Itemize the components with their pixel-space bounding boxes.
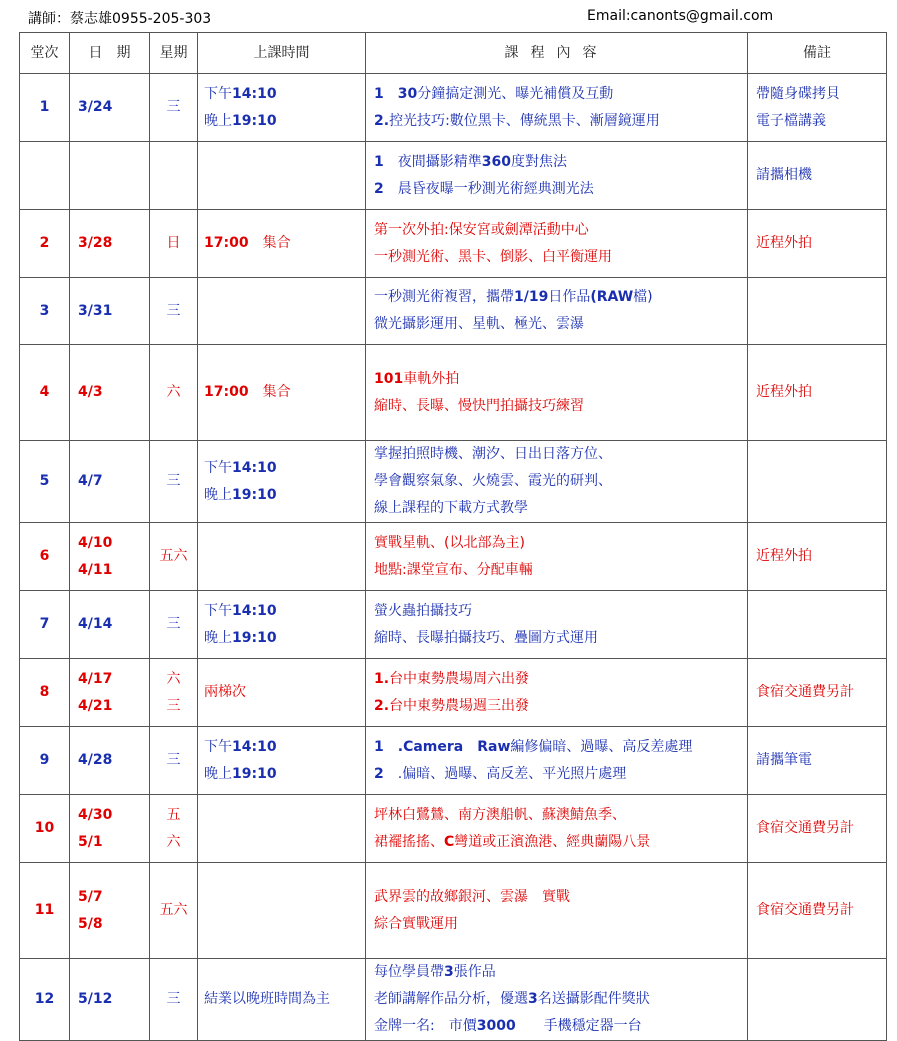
date-cell	[70, 959, 150, 1041]
session-cell	[20, 591, 70, 659]
date-line: 5/7	[78, 888, 103, 905]
note-line: 食宿交通費另計	[756, 820, 854, 836]
note-line: 請攜筆電	[756, 752, 812, 768]
date-line: 3/31	[78, 302, 113, 319]
time-line: 晚上19:10	[204, 112, 277, 129]
table-row	[20, 345, 887, 441]
session-line: 8	[39, 684, 50, 700]
weekday-line: 三	[166, 991, 181, 1007]
weekday-line: 三	[166, 616, 181, 632]
session-line: 4	[39, 384, 50, 400]
table-row	[20, 278, 887, 345]
session-cell	[20, 142, 70, 210]
content-line: 縮時、長曝拍攝技巧、疊圖方式運用	[374, 629, 598, 646]
note-cell	[748, 345, 887, 441]
content-line: 學會觀察氣象、火燒雲、霞光的研判、	[374, 473, 612, 489]
content-line: 第一次外拍:保安宮或劍潭活動中心	[374, 221, 589, 238]
table-row	[20, 142, 887, 210]
session-line: 9	[39, 752, 50, 768]
note-line: 帶隨身碟拷貝	[756, 85, 840, 102]
content-line: 2 .偏暗、過曝、高反差、平光照片處理	[374, 765, 627, 782]
content-line: 1 .Camera Raw編修偏暗、過曝、高反差處理	[374, 738, 693, 755]
time-line: 17:00 集合	[204, 235, 291, 251]
note-cell	[748, 142, 887, 210]
date-cell	[70, 727, 150, 795]
date-cell	[70, 441, 150, 523]
content-line: 實戰星軌、(以北部為主)	[374, 534, 525, 551]
weekday-cell	[150, 795, 198, 863]
date-line: 4/7	[78, 473, 103, 489]
content-cell	[366, 142, 748, 210]
content-cell	[366, 345, 748, 441]
weekday-cell	[150, 142, 198, 210]
weekday-cell	[150, 278, 198, 345]
session-cell	[20, 523, 70, 591]
table-row	[20, 74, 887, 142]
session-cell	[20, 210, 70, 278]
note-cell	[748, 278, 887, 345]
time-line: 下午14:10	[204, 459, 277, 476]
note-line: 食宿交通費另計	[756, 902, 854, 918]
content-line: 掌握拍照時機、潮汐、日出日落方位、	[374, 446, 612, 462]
session-line: 2	[39, 235, 50, 251]
weekday-line: 三	[166, 99, 181, 115]
table-row	[20, 863, 887, 959]
date-cell	[70, 863, 150, 959]
content-cell	[366, 74, 748, 142]
time-cell	[198, 591, 366, 659]
note-cell	[748, 210, 887, 278]
session-line: 12	[34, 991, 55, 1007]
content-cell	[366, 278, 748, 345]
session-line: 7	[39, 616, 50, 632]
session-line: 5	[39, 473, 50, 489]
table-row	[20, 959, 887, 1041]
weekday-line: 日	[166, 235, 181, 251]
contact-email: Email:canonts@gmail.com	[587, 8, 774, 24]
weekday-line: 五	[166, 806, 181, 823]
content-line: 金牌一名: 市價3000 手機穩定器一台	[374, 1018, 642, 1034]
time-cell	[198, 74, 366, 142]
time-line: 晚上19:10	[204, 486, 277, 503]
content-cell	[366, 591, 748, 659]
weekday-line: 五六	[159, 902, 188, 918]
time-cell	[198, 959, 366, 1041]
weekday-line: 三	[166, 697, 181, 714]
note-cell	[748, 441, 887, 523]
time-cell	[198, 523, 366, 591]
weekday-line: 六	[166, 670, 181, 687]
note-line: 食宿交通費另計	[756, 684, 854, 700]
content-line: 老師講解作品分析，優選3名送攝影配件獎狀	[374, 991, 650, 1007]
weekday-cell	[150, 74, 198, 142]
table-row	[20, 727, 887, 795]
note-cell	[748, 727, 887, 795]
weekday-line: 三	[166, 752, 181, 768]
content-cell	[366, 441, 748, 523]
content-line: 螢火蟲拍攝技巧	[374, 602, 472, 619]
weekday-line: 三	[166, 302, 181, 319]
time-cell	[198, 795, 366, 863]
session-cell	[20, 345, 70, 441]
note-cell	[748, 591, 887, 659]
date-line: 4/10	[78, 534, 113, 551]
col-header-time: 上課時間	[198, 33, 366, 74]
session-cell	[20, 74, 70, 142]
date-line: 5/12	[78, 991, 113, 1007]
session-cell	[20, 795, 70, 863]
table-row	[20, 591, 887, 659]
session-line: 10	[34, 820, 55, 836]
date-line: 4/14	[78, 616, 113, 632]
content-cell	[366, 959, 748, 1041]
note-cell	[748, 795, 887, 863]
date-cell	[70, 210, 150, 278]
date-cell	[70, 795, 150, 863]
weekday-cell	[150, 523, 198, 591]
date-cell	[70, 523, 150, 591]
time-cell	[198, 278, 366, 345]
date-cell	[70, 74, 150, 142]
date-line: 4/3	[78, 384, 103, 400]
note-line: 電子檔講義	[756, 112, 826, 129]
time-line: 結業以晚班時間為主	[204, 991, 330, 1007]
note-cell	[748, 959, 887, 1041]
weekday-cell	[150, 959, 198, 1041]
date-cell	[70, 591, 150, 659]
session-line: 6	[39, 548, 50, 564]
col-header-weekday: 星期	[150, 33, 198, 74]
weekday-cell	[150, 659, 198, 727]
date-line: 4/21	[78, 697, 113, 714]
weekday-line: 五六	[159, 548, 188, 564]
time-cell	[198, 863, 366, 959]
date-line: 5/8	[78, 915, 103, 932]
date-cell	[70, 659, 150, 727]
col-header-content: 課程內容	[366, 33, 748, 74]
content-line: 1 30分鐘搞定測光、曝光補償及互動	[374, 85, 614, 102]
session-cell	[20, 863, 70, 959]
content-line: 每位學員帶3張作品	[374, 964, 496, 980]
date-cell	[70, 278, 150, 345]
content-line: 坪林白鷺鷥、南方澳船帆、蘇澳鯖魚季、	[374, 806, 626, 823]
col-header-note: 備註	[748, 33, 887, 74]
content-cell	[366, 795, 748, 863]
note-line: 近程外拍	[756, 235, 812, 251]
course-schedule-table	[19, 32, 887, 1041]
time-cell	[198, 727, 366, 795]
table-header-row	[20, 33, 887, 74]
content-cell	[366, 659, 748, 727]
weekday-line: 三	[166, 473, 181, 489]
note-line: 近程外拍	[756, 384, 812, 400]
weekday-cell	[150, 345, 198, 441]
time-cell	[198, 142, 366, 210]
col-header-date: 日 期	[70, 33, 150, 74]
content-line: 1.台中東勢農場周六出發	[374, 670, 530, 687]
note-cell	[748, 523, 887, 591]
weekday-cell	[150, 591, 198, 659]
table-row	[20, 659, 887, 727]
session-cell	[20, 727, 70, 795]
time-cell	[198, 345, 366, 441]
content-line: 縮時、長曝、慢快門拍攝技巧練習	[374, 397, 584, 414]
col-header-session: 堂次	[20, 33, 70, 74]
note-cell	[748, 74, 887, 142]
weekday-cell	[150, 863, 198, 959]
content-line: 一秒測光術複習，攜帶1/19日作品(RAW檔)	[374, 289, 653, 305]
session-cell	[20, 278, 70, 345]
session-cell	[20, 441, 70, 523]
content-line: 綜合實戰運用	[374, 915, 458, 932]
time-line: 晚上19:10	[204, 629, 277, 646]
date-line: 4/11	[78, 561, 113, 578]
date-line: 3/24	[78, 99, 113, 115]
time-line: 下午14:10	[204, 602, 277, 619]
time-line: 17:00 集合	[204, 384, 291, 400]
date-line: 5/1	[78, 833, 103, 850]
table-row	[20, 523, 887, 591]
content-line: 地點:課堂宣布、分配車輛	[374, 561, 533, 578]
table-row	[20, 441, 887, 523]
content-cell	[366, 727, 748, 795]
date-cell	[70, 345, 150, 441]
weekday-cell	[150, 441, 198, 523]
session-line: 11	[34, 902, 55, 918]
time-line: 晚上19:10	[204, 765, 277, 782]
content-line: 線上課程的下載方式教學	[374, 500, 528, 516]
note-cell	[748, 863, 887, 959]
session-line: 3	[39, 302, 50, 319]
content-cell	[366, 210, 748, 278]
date-line: 4/30	[78, 806, 113, 823]
weekday-line: 六	[166, 833, 181, 850]
content-cell	[366, 863, 748, 959]
time-line: 下午14:10	[204, 738, 277, 755]
note-line: 請攜相機	[756, 167, 812, 183]
date-line: 4/28	[78, 752, 113, 768]
date-line: 4/17	[78, 670, 113, 687]
content-line: 武界雲的故鄉銀河、雲瀑 實戰	[374, 888, 570, 905]
content-line: 一秒測光術、黑卡、倒影、白平衡運用	[374, 248, 612, 265]
content-cell	[366, 523, 748, 591]
time-cell	[198, 659, 366, 727]
time-cell	[198, 210, 366, 278]
table-row	[20, 210, 887, 278]
instructor-info: 講師：蔡志雄0955-205-303	[28, 11, 212, 27]
content-line: 2 晨昏夜曝一秒測光術經典測光法	[374, 180, 594, 197]
weekday-line: 六	[166, 384, 181, 400]
table-row	[20, 795, 887, 863]
time-line: 下午14:10	[204, 85, 277, 102]
content-line: 101車軌外拍	[374, 370, 460, 387]
session-line: 1	[39, 99, 50, 115]
content-line: 微光攝影運用、星軌、極光、雲瀑	[374, 316, 584, 332]
content-line: 裙襬搖搖、C彎道或正濱漁港、經典蘭陽八景	[374, 833, 651, 850]
note-cell	[748, 659, 887, 727]
time-cell	[198, 441, 366, 523]
date-cell	[70, 142, 150, 210]
weekday-cell	[150, 727, 198, 795]
note-line: 近程外拍	[756, 548, 812, 564]
session-cell	[20, 659, 70, 727]
content-line: 1 夜間攝影精準360度對焦法	[374, 153, 567, 170]
session-cell	[20, 959, 70, 1041]
date-line: 3/28	[78, 235, 113, 251]
content-line: 2.台中東勢農場週三出發	[374, 697, 530, 714]
content-line: 2.控光技巧:數位黑卡、傳統黑卡、漸層鏡運用	[374, 112, 660, 129]
time-line: 兩梯次	[204, 684, 246, 700]
weekday-cell	[150, 210, 198, 278]
